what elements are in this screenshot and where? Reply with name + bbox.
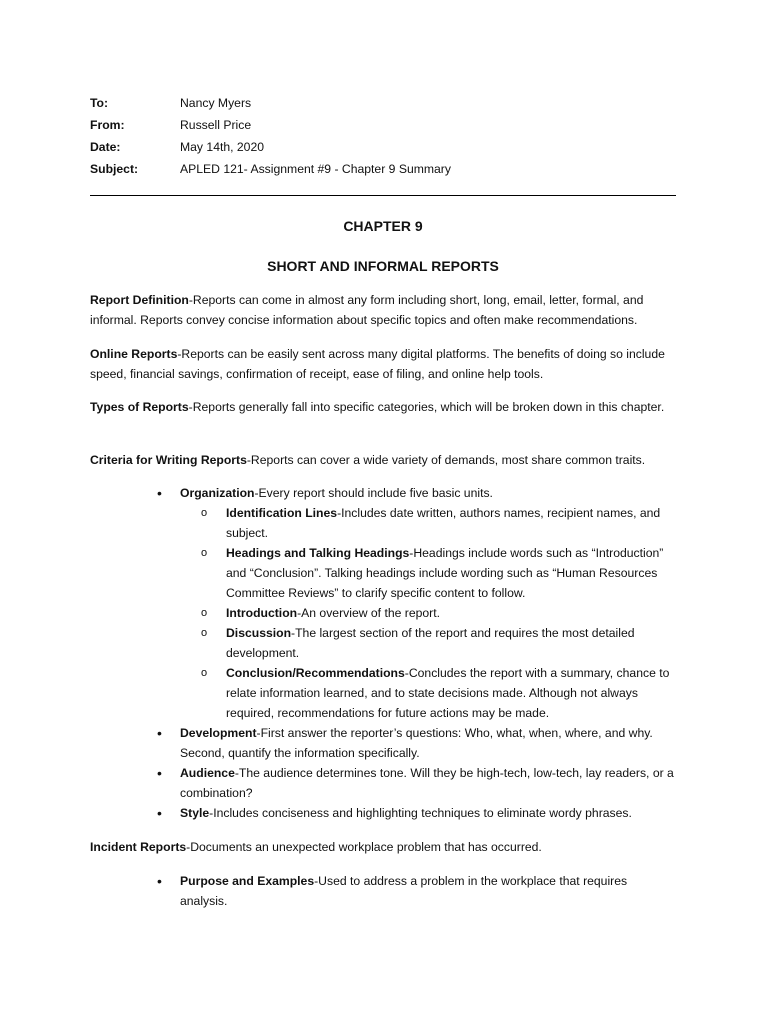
report-definition-term: Report Definition xyxy=(90,293,189,307)
incident-reports-text: -Documents an unexpected workplace problem that has occurred. xyxy=(186,840,542,854)
memo-subject-value: APLED 121- Assignment #9 - Chapter 9 Summary xyxy=(180,162,451,176)
criteria-text: -Reports can cover a wide variety of demands, most share common traits. xyxy=(246,453,646,467)
purpose-term: Purpose and Examples xyxy=(180,874,315,888)
list-item xyxy=(0,503,676,543)
list-item xyxy=(0,603,676,623)
headings-text: -Headings include words such as “Introduction” and “Conclusion”. Talking headings include wording such as “Human Resources Committee Reviews” to clarify specific content to follow. xyxy=(226,546,664,600)
memo-to-value: Nancy Myers xyxy=(180,96,252,110)
conclusion-text: -Concludes the report with a summary, chance to relate information learned, and to state decisions made. Although not always required, recommendations for future actions may be made. xyxy=(226,666,670,720)
report-definition-text: -Reports can come in almost any form including short, long, email, letter, formal, and informal. Reports convey concise information about specific topics and often make recommendations. xyxy=(90,293,644,327)
bullet-marker: • xyxy=(157,805,162,821)
sub-bullet-marker: o xyxy=(201,607,208,619)
memo-date-value: May 14th, 2020 xyxy=(180,140,265,154)
memo-header xyxy=(90,92,676,180)
memo-date-row xyxy=(90,136,676,158)
list-item xyxy=(0,623,676,663)
list-item xyxy=(0,803,676,823)
chapter-subtitle: SHORT AND INFORMAL REPORTS xyxy=(267,258,499,274)
online-reports-text: -Reports can be easily sent across many digital platforms. The benefits of doing so include speed, financial savings, confirmation of receipt, ease of filing, and online help tools. xyxy=(90,347,665,381)
sub-bullet-marker: o xyxy=(201,667,208,679)
style-term: Style xyxy=(180,806,210,820)
types-of-reports-term: Types of Reports xyxy=(90,400,189,414)
list-item xyxy=(0,663,676,723)
identification-lines-text: -Includes date written, authors names, recipient names, and subject. xyxy=(226,506,661,540)
memo-from-row xyxy=(90,114,676,136)
audience-term: Audience xyxy=(180,766,235,780)
purpose-text: -Used to address a problem in the workplace that requires analysis. xyxy=(180,874,628,908)
memo-from-label: From: xyxy=(90,118,125,132)
memo-to-row xyxy=(90,92,676,114)
types-of-reports-text: -Reports generally fall into specific categories, which will be broken down in this chapter. xyxy=(188,400,665,414)
identification-lines-term: Identification Lines xyxy=(226,506,338,520)
incident-reports-paragraph xyxy=(90,837,676,857)
list-item xyxy=(0,543,676,603)
types-of-reports-paragraph xyxy=(90,397,676,417)
incident-list xyxy=(0,871,768,911)
criteria-paragraph xyxy=(90,450,676,470)
memo-date-label: Date: xyxy=(90,140,121,154)
memo-subject-row xyxy=(90,158,676,180)
conclusion-term: Conclusion/Recommendations xyxy=(226,666,405,680)
headings-term: Headings and Talking Headings xyxy=(226,546,410,560)
organization-term: Organization xyxy=(180,486,255,500)
development-term: Development xyxy=(180,726,257,740)
style-text: -Includes conciseness and highlighting techniques to eliminate wordy phrases. xyxy=(209,806,632,820)
report-definition-paragraph xyxy=(90,290,676,330)
discussion-text: -The largest section of the report and requires the most detailed development. xyxy=(226,626,635,660)
bullet-marker: • xyxy=(157,725,162,741)
incident-reports-term: Incident Reports xyxy=(90,840,187,854)
memo-from-value: Russell Price xyxy=(180,118,252,132)
sub-bullet-marker: o xyxy=(201,547,208,559)
bullet-marker: • xyxy=(157,765,162,781)
organization-text: -Every report should include five basic units. xyxy=(254,486,493,500)
sub-bullet-marker: o xyxy=(201,627,208,639)
list-item xyxy=(0,763,676,803)
introduction-term: Introduction xyxy=(226,606,298,620)
online-reports-term: Online Reports xyxy=(90,347,178,361)
bullet-marker: • xyxy=(157,873,162,889)
bullet-marker: • xyxy=(157,485,162,501)
memo-subject-label: Subject: xyxy=(90,162,139,176)
discussion-term: Discussion xyxy=(226,626,292,640)
memo-divider xyxy=(90,195,676,196)
criteria-list xyxy=(0,483,768,823)
list-item xyxy=(0,483,676,503)
criteria-term: Criteria for Writing Reports xyxy=(90,453,247,467)
development-text: -First answer the reporter’s questions: Who, what, when, where, and why. Second, quantify the information specifically. xyxy=(180,726,653,760)
list-item xyxy=(0,871,676,911)
introduction-text: -An overview of the report. xyxy=(297,606,441,620)
online-reports-paragraph xyxy=(90,344,676,384)
memo-to-label: To: xyxy=(90,96,109,110)
list-item xyxy=(0,723,676,763)
chapter-title: CHAPTER 9 xyxy=(343,218,423,234)
sub-bullet-marker: o xyxy=(201,507,208,519)
audience-text: -The audience determines tone. Will they be high-tech, low-tech, lay readers, or a combination? xyxy=(180,766,674,800)
